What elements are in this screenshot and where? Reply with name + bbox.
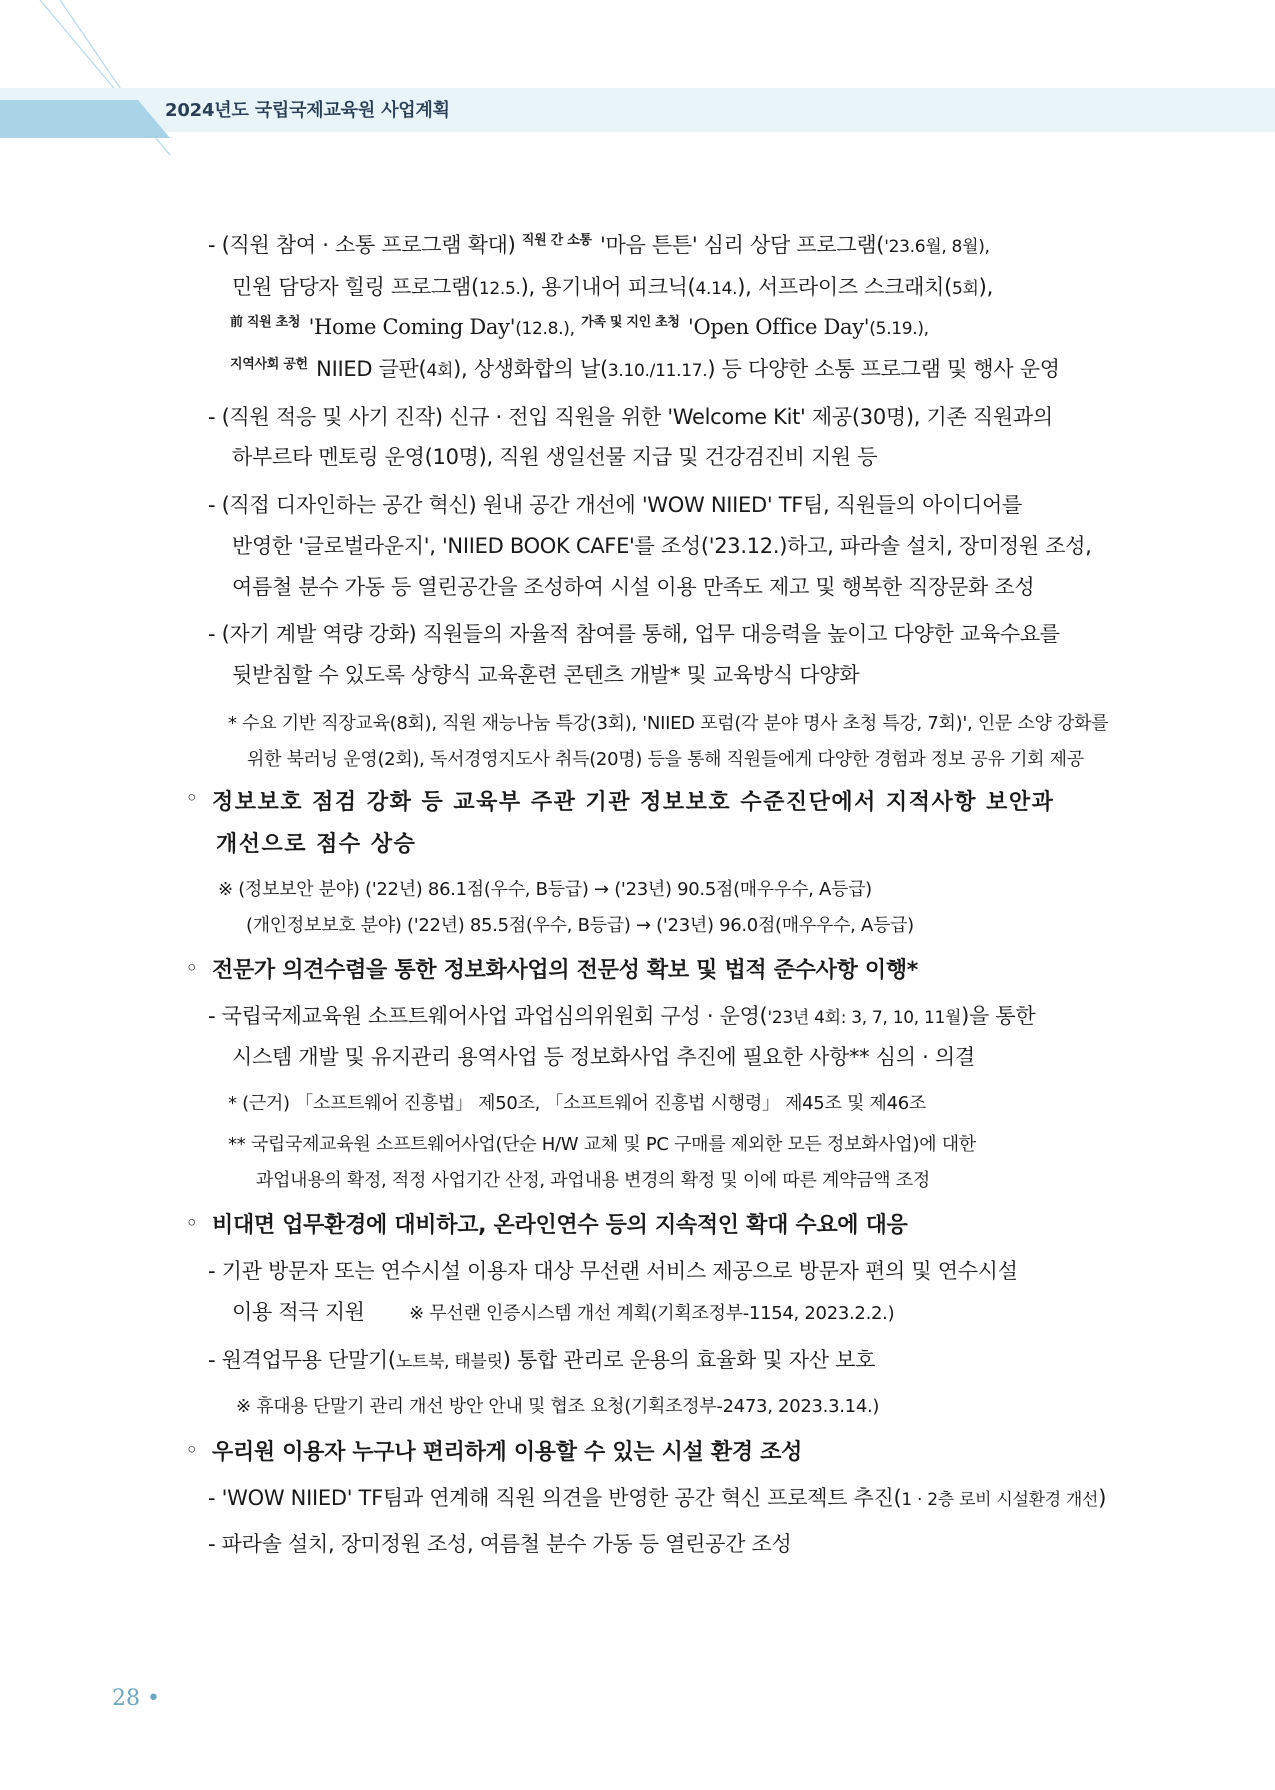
section2-note1: ※ (정보보안 분야) ('22년) 86.1점(우수, B등급) → ('23년) 90.5점(매우우수, A등급) bbox=[218, 879, 872, 900]
section5-line2: - 파라솔 설치, 장미정원 조성, 여름철 분수 가동 등 열린공간 조성 bbox=[208, 1532, 792, 1556]
s1-item1-line4: $^{지역사회 공헌}$ NIIED 글판(4회), 상생화합의 날(3.10./11.17.) 등 다양한 소통 프로그램 및 행사 운영 bbox=[230, 357, 1060, 381]
section2-note2: (개인정보보호 분야) ('22년) 85.5점(우수, B등급) → ('23년) 96.0점(매우우수, A등급) bbox=[246, 915, 914, 936]
s1-item4-line2: 뒷받침할 수 있도록 상향식 교육훈련 콘텐츠 개발* 및 교육방식 다양화 bbox=[232, 663, 860, 687]
s1-item2-line1: - (직원 적응 및 사기 진작) 신규 · 전입 직원을 위한 'Welcome Kit' 제공(30명), 기존 직원과의 bbox=[208, 405, 1053, 429]
s1-item3-line3: 여름철 분수 가동 등 열린공간을 조성하여 시설 이용 만족도 제고 및 행복한 직장문화 조성 bbox=[232, 575, 1035, 599]
section4-bullet: ◦ bbox=[186, 1213, 198, 1234]
s1-item4-line1: - (자기 계발 역량 강화) 직원들의 자율적 참여를 통해, 업무 대응력을 높이고 다양한 교육수요를 bbox=[208, 622, 1060, 646]
section5-bullet: ◦ bbox=[186, 1440, 198, 1461]
section2-heading-line1: 정보보호 점검 강화 등 교육부 주관 기관 정보보호 수준진단에서 지적사항 보안과 bbox=[212, 790, 1055, 815]
section5-line1: - 'WOW NIIED' TF팀과 연계해 직원 의견을 반영한 공간 혁신 프로젝트 추진(1 · 2층 로비 시설환경 개선) bbox=[208, 1486, 1107, 1510]
section4-note1: ※ 휴대용 단말기 관리 개선 방안 안내 및 협조 요청(기획조정부-2473, 2023.3.14.) bbox=[236, 1396, 880, 1417]
header-accent bbox=[0, 0, 200, 160]
page-number: 28 • bbox=[112, 1686, 160, 1711]
section3-bullet: ◦ bbox=[186, 958, 198, 979]
sup-label: 직원 간 소통 bbox=[521, 233, 592, 248]
section3-note2: ** 국립국제교육원 소프트웨어사업(단순 H/W 교체 및 PC 구매를 제외한 모든 정보화사업)에 대한 bbox=[228, 1134, 976, 1155]
header-title: 2024년도 국립국제교육원 사업계획 bbox=[165, 100, 450, 121]
s1-item3-line2: 반영한 '글로벌라운지', 'NIIED BOOK CAFE'를 조성('23.12.)하고, 파라솔 설치, 장미정원 조성, bbox=[232, 534, 1092, 558]
section3-line2: 시스템 개발 및 유지관리 용역사업 등 정보화사업 추진에 필요한 사항** 심의 · 의결 bbox=[232, 1045, 975, 1069]
s1-item3-line1: - (직접 디자인하는 공간 혁신) 원내 공간 개선에 'WOW NIIED' TF팀, 직원들의 아이디어를 bbox=[208, 493, 1022, 517]
section4-heading: 비대면 업무환경에 대비하고, 온라인연수 등의 지속적인 확대 수요에 대응 bbox=[212, 1213, 908, 1238]
s1-item1-line2: 민원 담당자 힐링 프로그램(12.5.), 용기내어 피크닉(4.14.), 서프라이즈 스크래치(5회), bbox=[232, 275, 993, 299]
section2-bullet: ◦ bbox=[186, 788, 198, 809]
section4-line3: - 원격업무용 단말기(노트북, 태블릿) 통합 관리로 운용의 효율화 및 자산 보호 bbox=[208, 1348, 876, 1372]
section4-line2-note: ※ 무선랜 인증시스템 개선 계획(기획조정부-1154, 2023.2.2.) bbox=[409, 1303, 895, 1324]
section3-heading: 전문가 의견수렴을 통한 정보화사업의 전문성 확보 및 법적 준수사항 이행* bbox=[212, 958, 919, 983]
s1-item1-line3: $^{前 직원 초청}$ 'Home Coming Day'(12.8.), $^{가족 및 지인 초청}$ 'Open Office Day'(5.19.), bbox=[230, 315, 929, 339]
section3-note1: * (근거) 「소프트웨어 진흥법」 제50조, 「소프트웨어 진흥법 시행령」 제45조 및 제46조 bbox=[228, 1093, 926, 1114]
section4-line1: - 기관 방문자 또는 연수시설 이용자 대상 무선랜 서비스 제공으로 방문자 편의 및 연수시설 bbox=[208, 1259, 1018, 1283]
section3-note3: 과업내용의 확정, 적정 사업기간 산정, 과업내용 변경의 확정 및 이에 따른 계약금액 조정 bbox=[256, 1170, 930, 1191]
section3-line1: - 국립국제교육원 소프트웨어사업 과업심의위원회 구성 · 운영('23년 4회: 3, 7, 10, 11월)을 통한 bbox=[208, 1004, 1036, 1028]
s1-item2-line2: 하부르타 멘토링 운영(10명), 직원 생일선물 지급 및 건강검진비 지원 등 bbox=[232, 445, 878, 469]
s1-item1-line1: - (직원 참여 · 소통 프로그램 확대) $^{직원 간 소통}$ '마음 튼튼' 심리 상담 프로그램('23.6월, 8월), bbox=[208, 233, 990, 257]
section4-line2: 이용 적극 지원 ※ 무선랜 인증시스템 개선 계획(기획조정부-1154, 2023.2.2.) bbox=[232, 1300, 895, 1324]
s1-item4-note2: 위한 북러닝 운영(2회), 독서경영지도사 취득(20명) 등을 통해 직원들에게 다양한 경험과 정보 공유 기회 제공 bbox=[247, 749, 1084, 770]
s1-item4-note1: * 수요 기반 직장교육(8회), 직원 재능나눔 특강(3회), 'NIIED 포럼(각 분야 명사 초청 특강, 7회)', 인문 소양 강화를 bbox=[228, 713, 1109, 734]
section5-heading: 우리원 이용자 누구나 편리하게 이용할 수 있는 시설 환경 조성 bbox=[212, 1440, 803, 1465]
section2-heading-line2: 개선으로 점수 상승 bbox=[216, 832, 417, 857]
